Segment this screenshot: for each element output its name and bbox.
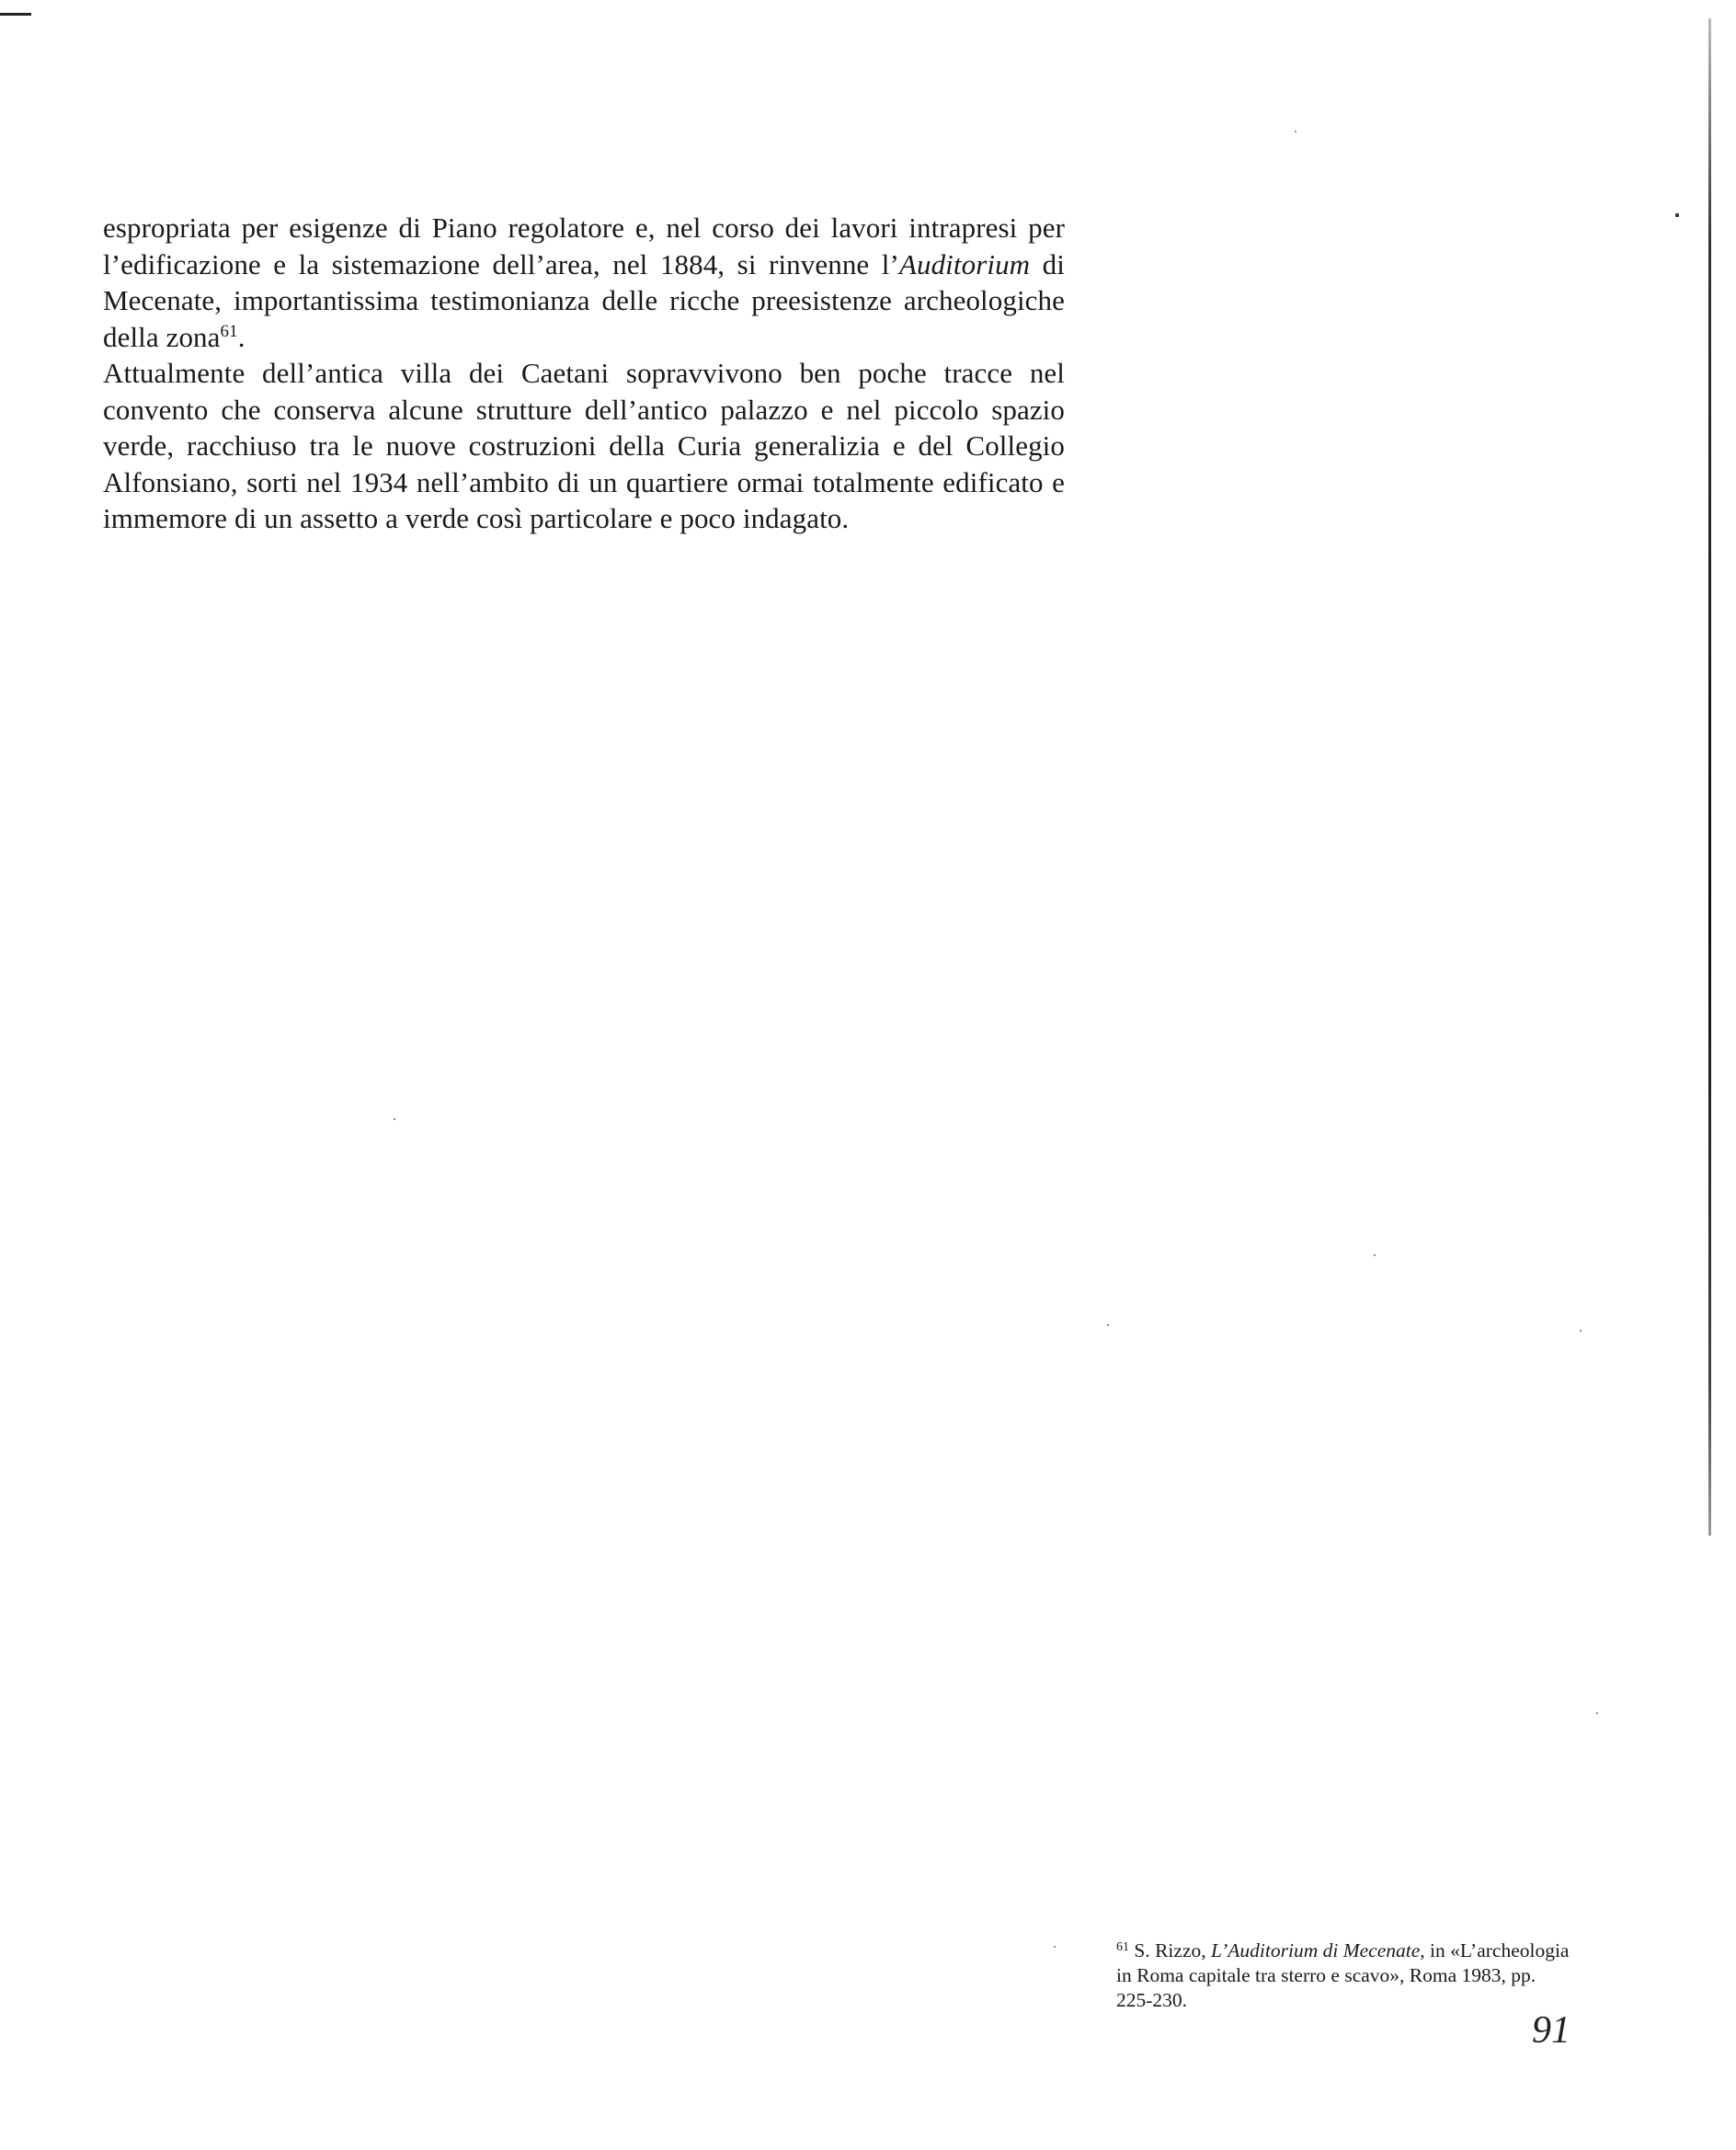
- footnote-title: L’Auditorium di Mecenate: [1210, 1939, 1421, 1961]
- scan-speck: [1107, 1324, 1109, 1326]
- paragraph-1-text: espropriata per esigenze di Piano regolatore e, nel corso dei lavori intrapresi per l’edificazione e la sistemazione dell’area, nel 1884, si rinvenne l’: [103, 212, 1065, 280]
- footnote-rest: , in «L’archeologia in Roma capitale tra sterro e scavo», Roma 1983, pp. 225-230.: [1116, 1939, 1570, 2011]
- paragraph-1-text-after: di Mecenate, importantissima testimonianza delle ricche preesistenze archeologiche della zona: [103, 247, 1065, 353]
- paragraph-1-end: .: [237, 320, 246, 353]
- scan-speck: [1580, 1330, 1582, 1332]
- scan-speck: [1295, 131, 1296, 132]
- paragraph-1: [103, 210, 1065, 355]
- scan-speck: [1675, 213, 1679, 217]
- scan-speck: [1374, 1254, 1376, 1256]
- scan-speck: [394, 1118, 395, 1120]
- scan-speck: [1596, 1712, 1598, 1714]
- body-text: [103, 210, 1065, 537]
- footnote-reference[interactable]: 61: [220, 321, 238, 341]
- scan-edge-mark: [0, 13, 31, 16]
- page-number: 91: [1532, 2009, 1570, 2052]
- paragraph-1-italic: Auditorium: [898, 247, 1031, 280]
- paragraph-2: Attualmente dell’antica villa dei Caetani sopravvivono ben poche tracce nel convento che conserva alcune strutture dell’antico palazzo e nel piccolo spazio verde, racchiuso tra le nuove costruzioni della Curia generalizia e del Collegio Alfonsiano, sorti nel 1934 nell’ambito di un quartiere ormai totalmente edificato e immemore di un assetto a verde così particolare e poco indagato.: [103, 357, 1065, 534]
- scan-speck: [1054, 1946, 1056, 1948]
- page-binding-edge: [1708, 18, 1711, 1536]
- footnote-number: 61: [1116, 1940, 1129, 1954]
- footnote-author: S. Rizzo,: [1129, 1939, 1211, 1961]
- footnote: [1116, 1938, 1576, 2013]
